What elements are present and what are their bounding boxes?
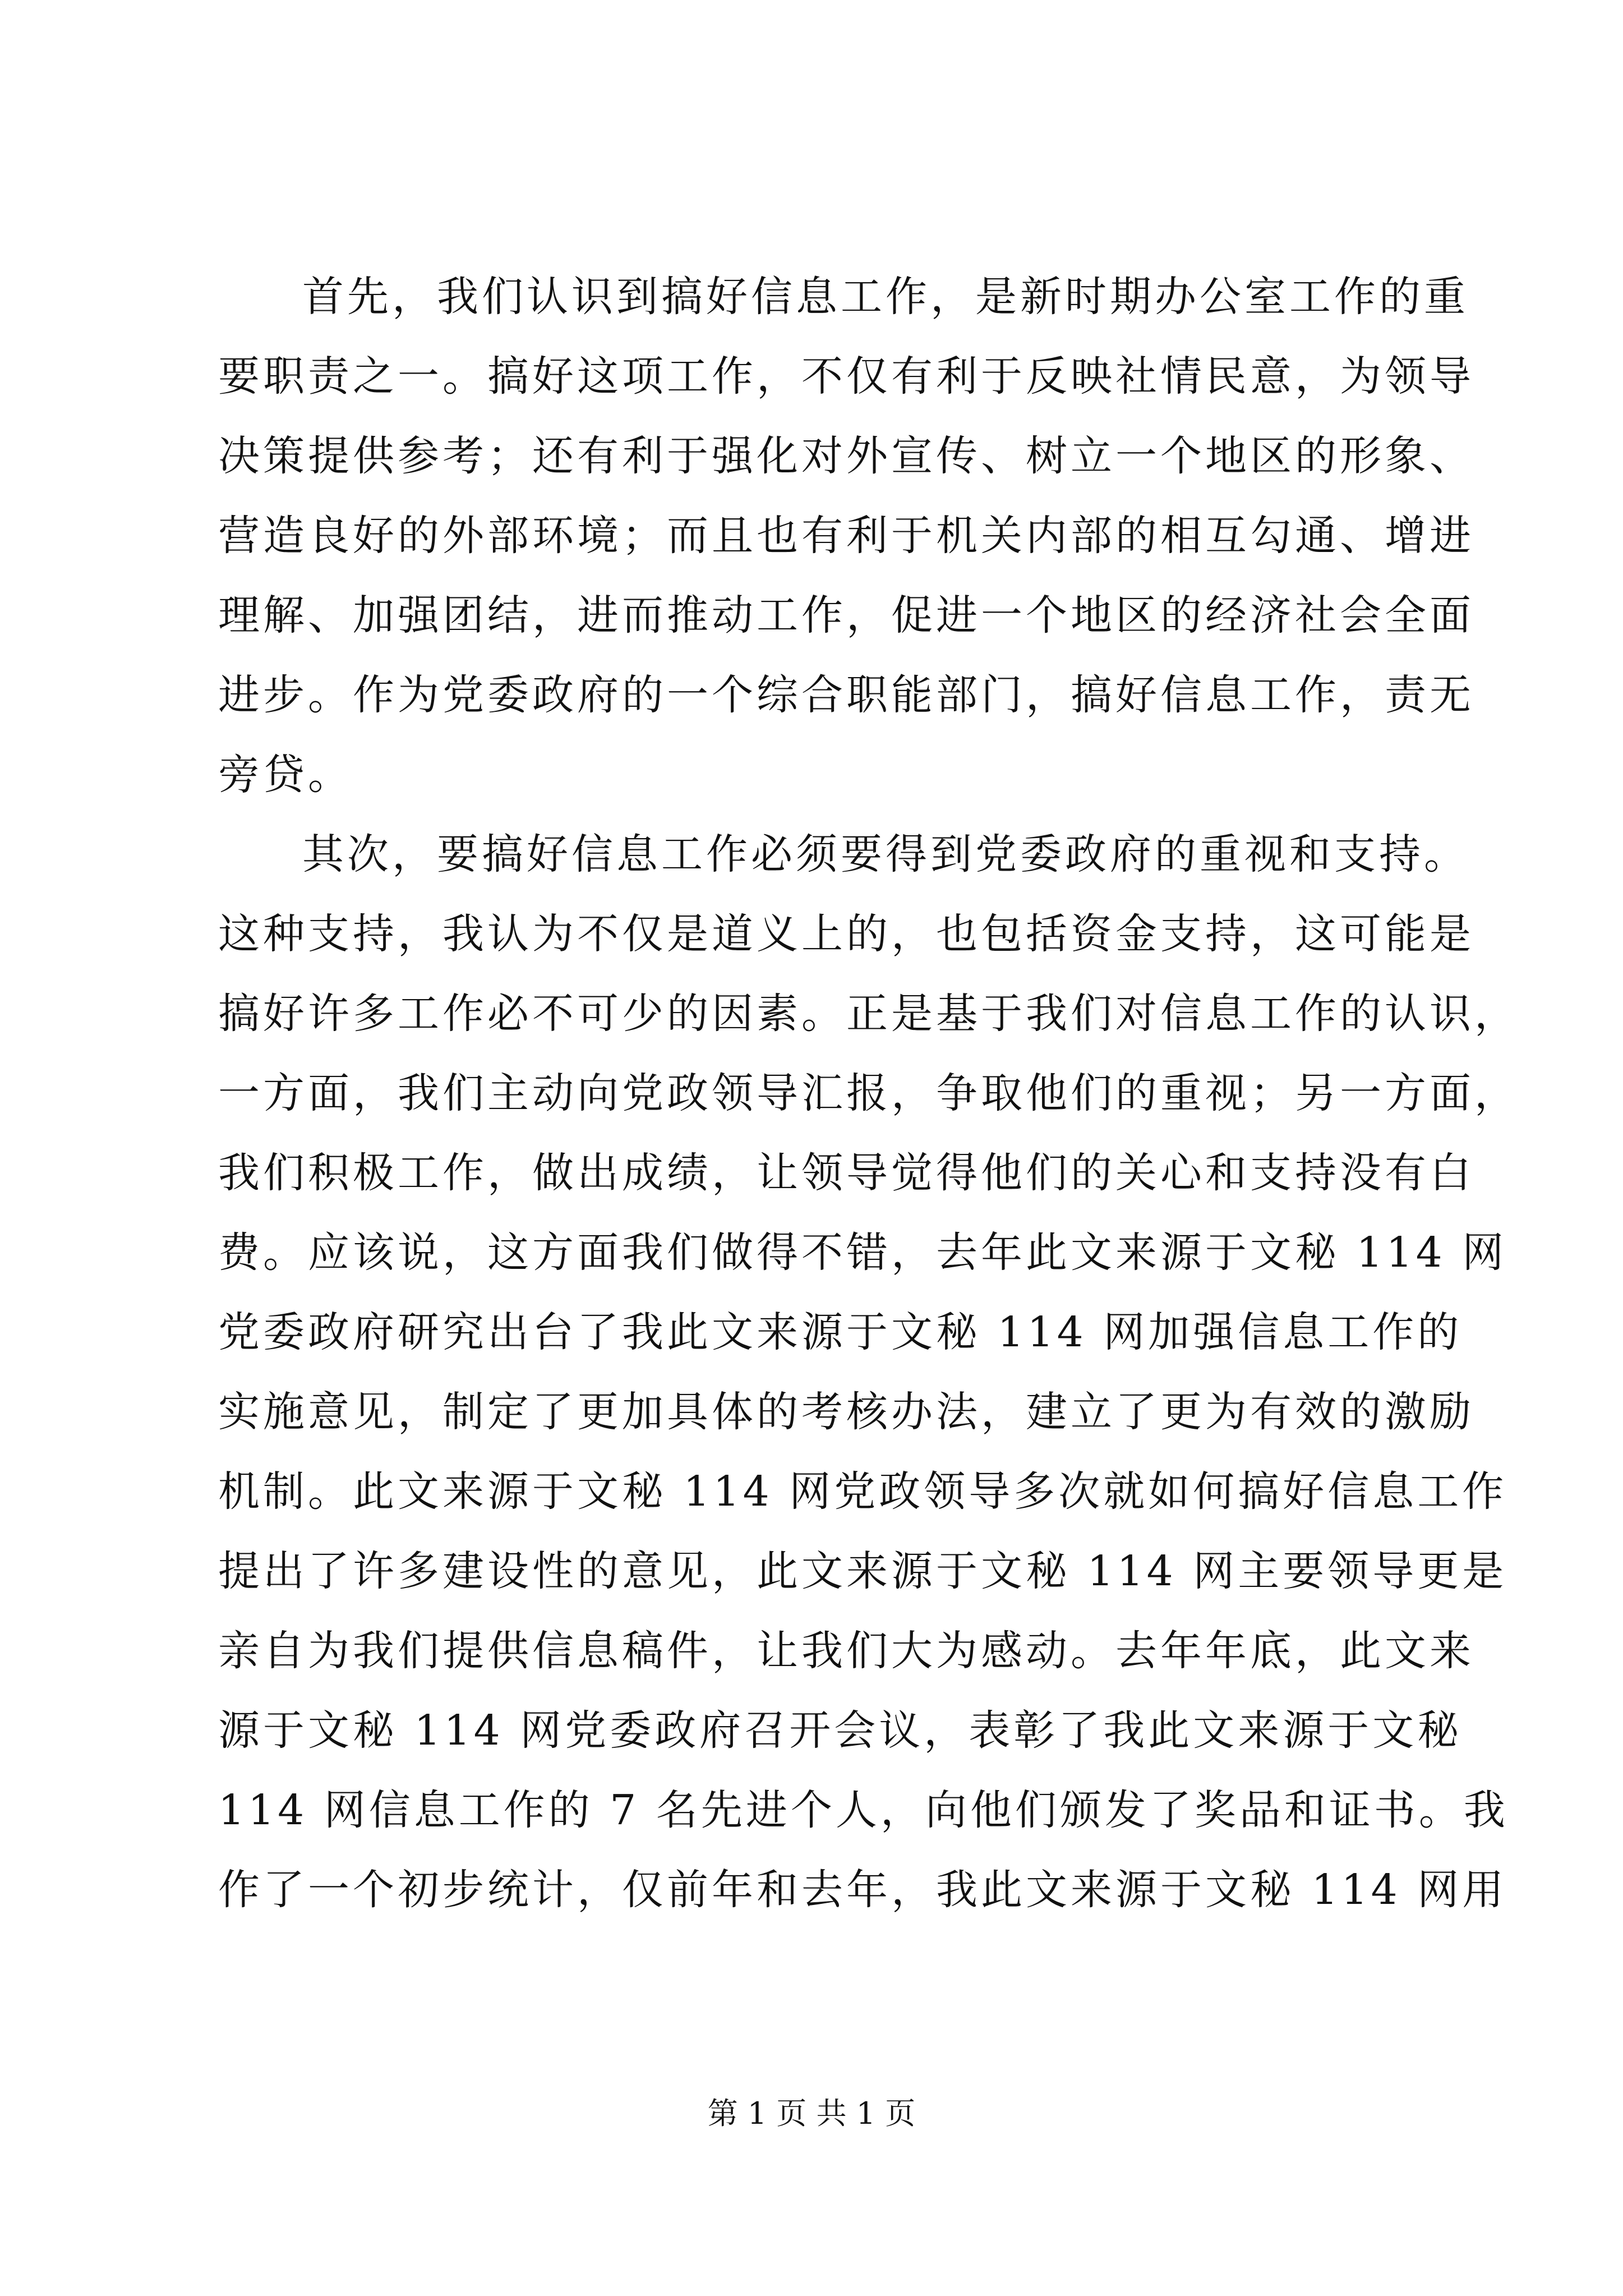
paragraph-1-line-3: 决策提供参考；还有利于强化对外宣传、树立一个地区的形象、 <box>218 432 1474 480</box>
paragraph-2-line-14: 作了一个初步统计，仅前年和去年，我此文来源于文秘 114 网用 <box>218 1866 1507 1914</box>
paragraph-2-line-3: 搞好许多工作必不可少的因素。正是基于我们对信息工作的认识， <box>218 990 1519 1038</box>
document-body <box>218 257 1519 1930</box>
paragraph-2-line-8: 实施意见，制定了更加具体的考核办法，建立了更为有效的激励 <box>218 1388 1474 1436</box>
paragraph-2-line-1: 其次，要搞好信息工作必须要得到党委政府的重视和支持。 <box>302 830 1469 878</box>
paragraph-2-line-2: 这种支持，我认为不仅是道义上的，也包括资金支持，这可能是 <box>218 910 1474 958</box>
paragraph-2-line-13: 114 网信息工作的 7 名先进个人，向他们颁发了奖品和证书。我 <box>218 1786 1509 1834</box>
paragraph-1-line-5: 理解、加强团结，进而推动工作，促进一个地区的经济社会全面 <box>218 591 1474 639</box>
page-number-footer: 第 1 页 共 1 页 <box>707 2096 916 2131</box>
paragraph-2-line-11: 亲自为我们提供信息稿件，让我们大为感动。去年年底，此文来 <box>218 1627 1474 1675</box>
paragraph-1-line-2: 要职责之一。搞好这项工作，不仅有利于反映社情民意，为领导 <box>218 352 1474 401</box>
paragraph-2-line-4: 一方面，我们主动向党政领导汇报，争取他们的重视；另一方面， <box>218 1069 1519 1117</box>
paragraph-2 <box>218 815 1519 1930</box>
paragraph-1-line-4: 营造良好的外部环境；而且也有利于机关内部的相互勾通、增进 <box>218 512 1474 560</box>
paragraph-1 <box>218 257 1474 815</box>
paragraph-1-line-7: 旁贷。 <box>218 751 353 799</box>
paragraph-1-line-6: 进步。作为党委政府的一个综合职能部门，搞好信息工作，责无 <box>218 671 1474 719</box>
paragraph-2-line-6: 费。应该说，这方面我们做得不错，去年此文来源于文秘 114 网 <box>218 1228 1507 1277</box>
paragraph-2-line-12: 源于文秘 114 网党委政府召开会议，表彰了我此文来源于文秘 <box>218 1706 1463 1755</box>
paragraph-1-line-1: 首先，我们认识到搞好信息工作，是新时期办公室工作的重 <box>302 273 1469 321</box>
paragraph-2-line-10: 提出了许多建设性的意见，此文来源于文秘 114 网主要领导更是 <box>218 1547 1507 1595</box>
paragraph-2-line-7: 党委政府研究出台了我此文来源于文秘 114 网加强信息工作的 <box>218 1308 1463 1356</box>
paragraph-2-line-5: 我们积极工作，做出成绩，让领导觉得他们的关心和支持没有白 <box>218 1149 1474 1197</box>
paragraph-2-line-9: 机制。此文来源于文秘 114 网党政领导多次就如何搞好信息工作 <box>218 1467 1507 1516</box>
